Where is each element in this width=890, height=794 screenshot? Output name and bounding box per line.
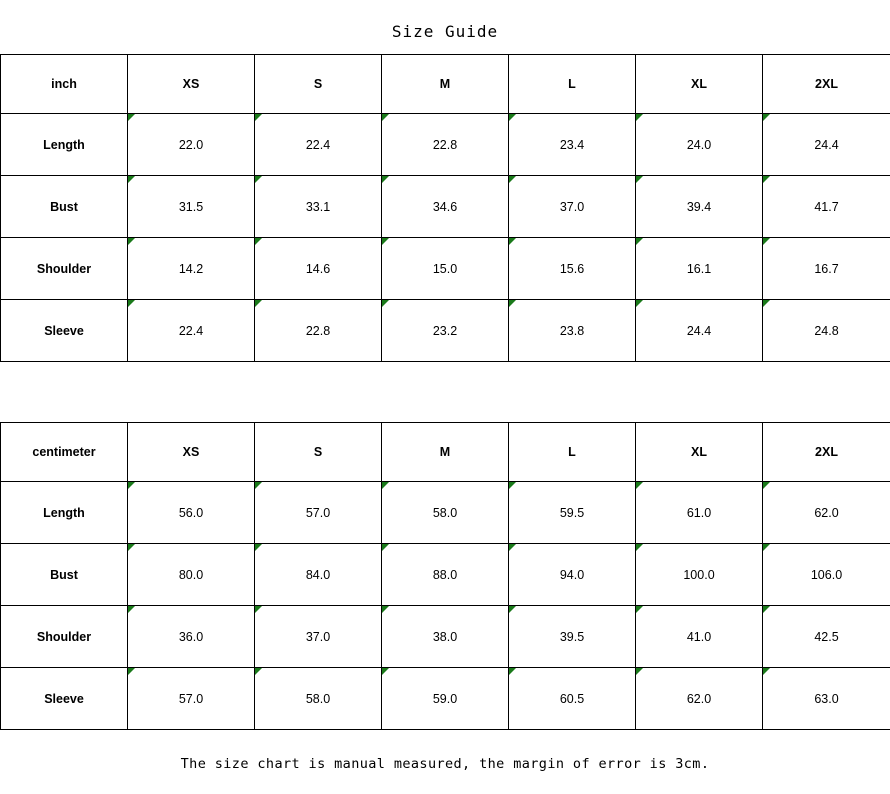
- table-row: [1, 544, 890, 606]
- column-header-s: S: [255, 55, 382, 114]
- column-header-s: S: [255, 423, 382, 482]
- cell-length-m: 22.8: [382, 114, 509, 176]
- table-row: [1, 482, 890, 544]
- cell-sleeve-s: 22.8: [255, 300, 382, 362]
- table-divider: [0, 362, 890, 422]
- column-header-l: L: [509, 423, 636, 482]
- cell-bust-l: 37.0: [509, 176, 636, 238]
- row-label-bust: Bust: [1, 544, 128, 606]
- column-header-2xl: 2XL: [763, 423, 890, 482]
- column-header-xs: XS: [128, 423, 255, 482]
- table-row: [1, 176, 890, 238]
- table-row: [1, 668, 890, 730]
- column-header-xl: XL: [636, 55, 763, 114]
- cell-sleeve-xs: 22.4: [128, 300, 255, 362]
- column-header-l: L: [509, 55, 636, 114]
- cell-length-xs: 22.0: [128, 114, 255, 176]
- cell-bust-xl: 39.4: [636, 176, 763, 238]
- cell-sleeve-xl: 24.4: [636, 300, 763, 362]
- cell-bust-s: 33.1: [255, 176, 382, 238]
- cell-shoulder-l: 39.5: [509, 606, 636, 668]
- cell-bust-xs: 80.0: [128, 544, 255, 606]
- cell-shoulder-2xl: 42.5: [763, 606, 890, 668]
- unit-label-centimeter: centimeter: [1, 423, 128, 482]
- cell-shoulder-s: 37.0: [255, 606, 382, 668]
- cell-sleeve-s: 58.0: [255, 668, 382, 730]
- cell-bust-2xl: 106.0: [763, 544, 890, 606]
- cell-bust-l: 94.0: [509, 544, 636, 606]
- cell-length-m: 58.0: [382, 482, 509, 544]
- table-row: [1, 238, 890, 300]
- cell-length-l: 59.5: [509, 482, 636, 544]
- cell-length-xl: 24.0: [636, 114, 763, 176]
- size-table-inch: [0, 54, 890, 362]
- cell-length-l: 23.4: [509, 114, 636, 176]
- table-row: [1, 300, 890, 362]
- unit-label-inch: inch: [1, 55, 128, 114]
- column-header-m: M: [382, 55, 509, 114]
- cell-length-xl: 61.0: [636, 482, 763, 544]
- table-row: [1, 114, 890, 176]
- cell-sleeve-l: 60.5: [509, 668, 636, 730]
- row-label-sleeve: Sleeve: [1, 668, 128, 730]
- cell-length-2xl: 62.0: [763, 482, 890, 544]
- cell-sleeve-2xl: 63.0: [763, 668, 890, 730]
- cell-shoulder-xs: 14.2: [128, 238, 255, 300]
- cell-shoulder-2xl: 16.7: [763, 238, 890, 300]
- cell-sleeve-2xl: 24.8: [763, 300, 890, 362]
- row-label-bust: Bust: [1, 176, 128, 238]
- row-label-shoulder: Shoulder: [1, 238, 128, 300]
- row-label-shoulder: Shoulder: [1, 606, 128, 668]
- cell-shoulder-l: 15.6: [509, 238, 636, 300]
- column-header-xl: XL: [636, 423, 763, 482]
- cell-bust-m: 88.0: [382, 544, 509, 606]
- row-label-length: Length: [1, 114, 128, 176]
- size-table-centimeter: [0, 422, 890, 730]
- cell-shoulder-xs: 36.0: [128, 606, 255, 668]
- cell-sleeve-xs: 57.0: [128, 668, 255, 730]
- table-row: [1, 606, 890, 668]
- cell-shoulder-s: 14.6: [255, 238, 382, 300]
- cell-bust-2xl: 41.7: [763, 176, 890, 238]
- cell-bust-s: 84.0: [255, 544, 382, 606]
- row-label-sleeve: Sleeve: [1, 300, 128, 362]
- cell-sleeve-m: 59.0: [382, 668, 509, 730]
- page-title: Size Guide: [391, 22, 499, 41]
- cell-shoulder-m: 38.0: [382, 606, 509, 668]
- cell-bust-xl: 100.0: [636, 544, 763, 606]
- cell-length-2xl: 24.4: [763, 114, 890, 176]
- cell-shoulder-xl: 16.1: [636, 238, 763, 300]
- cell-length-xs: 56.0: [128, 482, 255, 544]
- cell-bust-xs: 31.5: [128, 176, 255, 238]
- footer-note: The size chart is manual measured, the margin of error is 3cm.: [180, 756, 710, 772]
- cell-sleeve-xl: 62.0: [636, 668, 763, 730]
- cell-length-s: 22.4: [255, 114, 382, 176]
- table-header-row: [1, 423, 890, 482]
- cell-sleeve-m: 23.2: [382, 300, 509, 362]
- column-header-m: M: [382, 423, 509, 482]
- cell-sleeve-l: 23.8: [509, 300, 636, 362]
- table-header-row: [1, 55, 890, 114]
- cell-shoulder-m: 15.0: [382, 238, 509, 300]
- cell-shoulder-xl: 41.0: [636, 606, 763, 668]
- row-label-length: Length: [1, 482, 128, 544]
- column-header-2xl: 2XL: [763, 55, 890, 114]
- cell-bust-m: 34.6: [382, 176, 509, 238]
- column-header-xs: XS: [128, 55, 255, 114]
- cell-length-s: 57.0: [255, 482, 382, 544]
